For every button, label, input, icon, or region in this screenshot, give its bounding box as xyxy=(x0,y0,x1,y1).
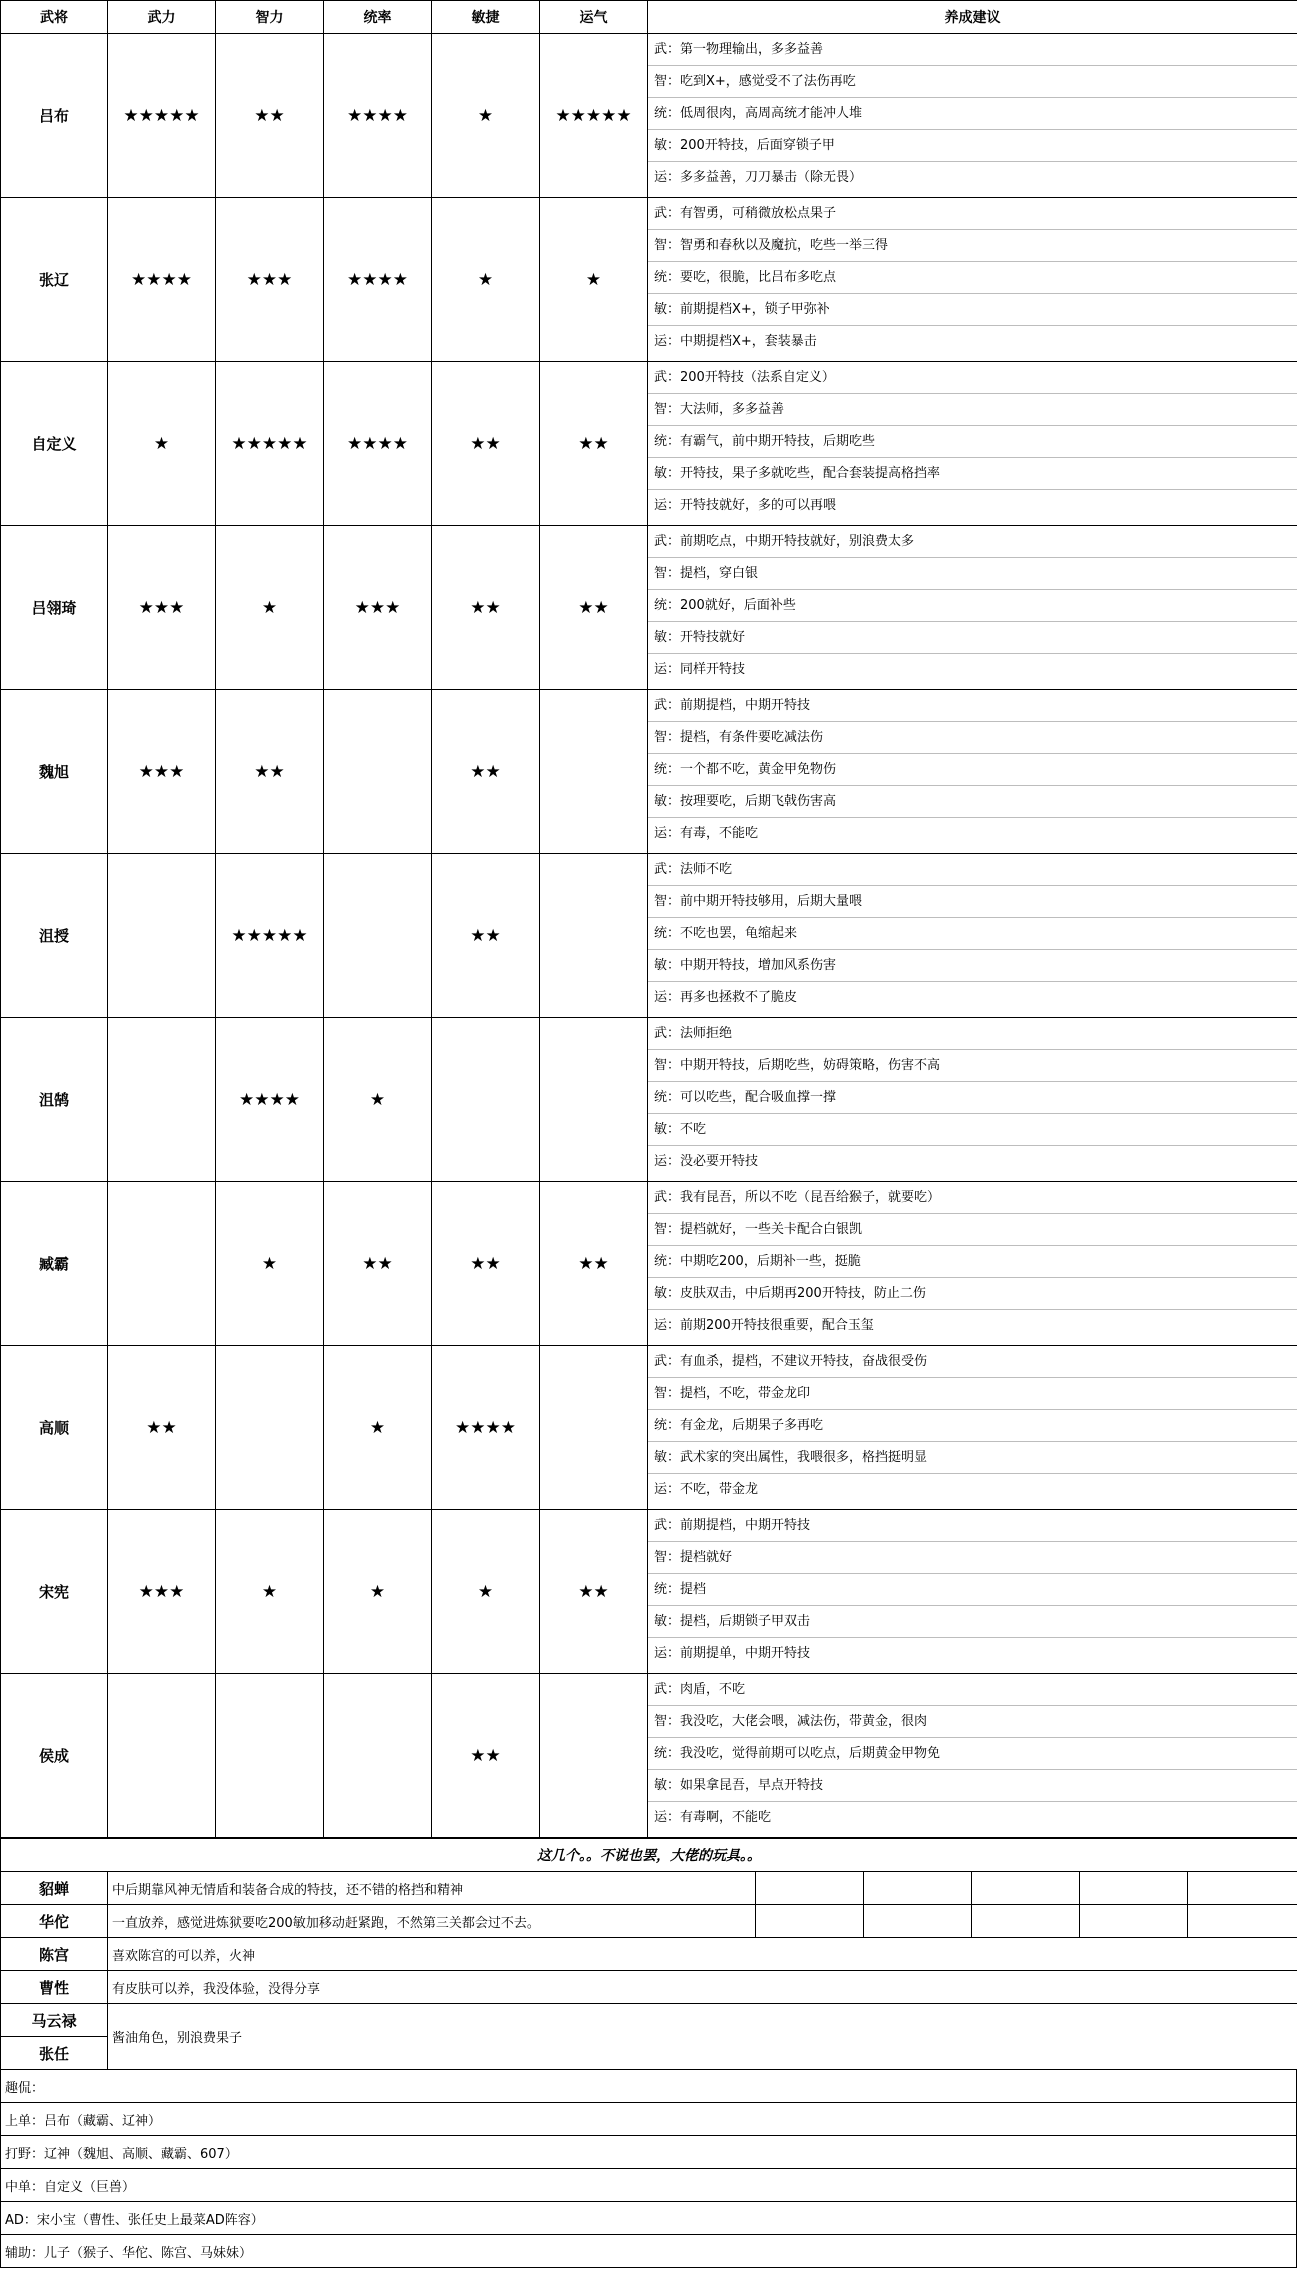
advice-line: 统：一个都不吃，黄金甲免物伤 xyxy=(648,754,1297,786)
star-rating: ★★★★ xyxy=(324,34,432,198)
extra-name: 华佗 xyxy=(1,1905,108,1938)
advice-line: 敏：前期提档X+，锁子甲弥补 xyxy=(648,294,1297,326)
extra-row xyxy=(1,1971,1297,2004)
header-cell: 统率 xyxy=(324,1,432,34)
advice-line: 敏：中期开特技，增加风系伤害 xyxy=(648,950,1297,982)
advice-line: 运：有毒啊，不能吃 xyxy=(654,1810,772,1825)
general-name: 魏旭 xyxy=(1,690,108,854)
advice-line: 智：吃到X+，感觉受不了法伤再吃 xyxy=(648,66,1297,98)
star-rating xyxy=(540,1018,648,1182)
star-rating: ★★★★★ xyxy=(108,34,216,198)
star-rating: ★ xyxy=(216,1510,324,1674)
general-row xyxy=(1,1510,1297,1674)
star-rating xyxy=(540,854,648,1018)
advice-line: 统：有霸气，前中期开特技，后期吃些 xyxy=(648,426,1297,458)
advice-cell xyxy=(648,1510,1297,1674)
general-row xyxy=(1,198,1297,362)
advice-line: 敏：不吃 xyxy=(648,1114,1297,1146)
star-rating xyxy=(216,1346,324,1510)
advice-line: 武：法师不吃 xyxy=(648,854,1297,886)
fun-row xyxy=(1,2103,1297,2136)
pair-name: 马云禄 xyxy=(1,2004,108,2037)
star-rating: ★★ xyxy=(540,526,648,690)
header-cell: 武将 xyxy=(1,1,108,34)
pair-name: 张任 xyxy=(1,2037,108,2070)
advice-line: 智：提档，有条件要吃减法伤 xyxy=(648,722,1297,754)
general-row xyxy=(1,1182,1297,1346)
advice-line: 敏：200开特技，后面穿锁子甲 xyxy=(648,130,1297,162)
star-rating: ★★★ xyxy=(216,198,324,362)
advice-line: 敏：开特技就好 xyxy=(648,622,1297,654)
star-rating xyxy=(216,1674,324,1838)
star-rating: ★★★★ xyxy=(108,198,216,362)
star-rating: ★ xyxy=(324,1510,432,1674)
star-rating: ★★★ xyxy=(108,526,216,690)
fun-section xyxy=(0,2070,1297,2268)
advice-line: 敏：如果拿昆吾，早点开特技 xyxy=(648,1770,1297,1802)
advice-line: 敏：开特技，果子多就吃些，配合套装提高格挡率 xyxy=(648,458,1297,490)
header-cell: 养成建议 xyxy=(648,1,1297,34)
general-row xyxy=(1,526,1297,690)
advice-cell xyxy=(648,690,1297,854)
general-name: 自定义 xyxy=(1,362,108,526)
advice-line: 运：不吃，带金龙 xyxy=(654,1482,759,1497)
extra-text: 有皮肤可以养，我没体验，没得分享 xyxy=(108,1971,1297,2004)
star-rating: ★★★★★ xyxy=(540,34,648,198)
extra-name: 貂蝉 xyxy=(1,1872,108,1905)
advice-line: 敏：按理要吃，后期飞戟伤害高 xyxy=(648,786,1297,818)
general-name: 高顺 xyxy=(1,1346,108,1510)
advice-cell xyxy=(648,362,1297,526)
star-rating xyxy=(108,1182,216,1346)
general-row xyxy=(1,1674,1297,1838)
advice-line: 智：提档就好，一些关卡配合白银凯 xyxy=(648,1214,1297,1246)
extra-row xyxy=(1,1905,1297,1938)
header-row xyxy=(1,1,1297,34)
star-rating xyxy=(432,1018,540,1182)
advice-line: 智：提档，穿白银 xyxy=(648,558,1297,590)
advice-cell xyxy=(648,1182,1297,1346)
advice-line: 统：我没吃，觉得前期可以吃点，后期黄金甲物免 xyxy=(648,1738,1297,1770)
header-cell: 武力 xyxy=(108,1,216,34)
advice-line: 武：200开特技（法系自定义） xyxy=(648,362,1297,394)
star-rating xyxy=(324,690,432,854)
star-rating: ★★ xyxy=(432,362,540,526)
banner-row xyxy=(1,1839,1297,1872)
extra-text: 一直放养，感觉进炼狱要吃200敏加移动赶紧跑，不然第三关都会过不去。 xyxy=(108,1905,756,1938)
advice-line: 武：第一物理输出，多多益善 xyxy=(648,34,1297,66)
fun-row xyxy=(1,2202,1297,2235)
star-rating: ★★ xyxy=(216,690,324,854)
advice-cell xyxy=(648,198,1297,362)
star-rating: ★★★★ xyxy=(324,362,432,526)
advice-line: 统：中期吃200，后期补一些，挺脆 xyxy=(648,1246,1297,1278)
fun-line: AD：宋小宝（曹性、张任史上最菜AD阵容） xyxy=(1,2202,1297,2235)
general-row xyxy=(1,362,1297,526)
advice-line: 运：前期200开特技很重要，配合玉玺 xyxy=(654,1318,874,1333)
star-rating xyxy=(324,1674,432,1838)
general-name: 沮授 xyxy=(1,854,108,1018)
star-rating: ★★★ xyxy=(324,526,432,690)
star-rating: ★★ xyxy=(216,34,324,198)
advice-line: 运：多多益善，刀刀暴击（除无畏） xyxy=(654,170,863,185)
general-name: 沮鹄 xyxy=(1,1018,108,1182)
general-name: 吕翎琦 xyxy=(1,526,108,690)
star-rating xyxy=(540,690,648,854)
advice-cell xyxy=(648,854,1297,1018)
advice-line: 统：不吃也罢，龟缩起来 xyxy=(648,918,1297,950)
fun-line: 趣侃： xyxy=(1,2070,1297,2103)
advice-line: 统：要吃，很脆，比吕布多吃点 xyxy=(648,262,1297,294)
star-rating: ★★★★ xyxy=(324,198,432,362)
advice-cell xyxy=(648,1674,1297,1838)
star-rating: ★ xyxy=(432,34,540,198)
banner-text: 这几个。。不说也罢，大佬的玩具。。 xyxy=(1,1839,1297,1872)
star-rating: ★ xyxy=(324,1346,432,1510)
general-name: 宋宪 xyxy=(1,1510,108,1674)
advice-line: 统：可以吃些，配合吸血撑一撑 xyxy=(648,1082,1297,1114)
advice-line: 武：有智勇，可稍微放松点果子 xyxy=(648,198,1297,230)
pair-row xyxy=(1,2004,1297,2037)
star-rating xyxy=(108,1018,216,1182)
star-rating: ★ xyxy=(432,198,540,362)
advice-line: 武：法师拒绝 xyxy=(648,1018,1297,1050)
star-rating: ★★ xyxy=(540,1182,648,1346)
advice-line: 武：有血杀，提档，不建议开特技，奋战很受伤 xyxy=(648,1346,1297,1378)
advice-line: 敏：武术家的突出属性，我喂很多，格挡挺明显 xyxy=(648,1442,1297,1474)
general-row xyxy=(1,34,1297,198)
advice-line: 武：前期吃点，中期开特技就好，别浪费太多 xyxy=(648,526,1297,558)
advice-cell xyxy=(648,34,1297,198)
advice-line: 统：200就好，后面补些 xyxy=(648,590,1297,622)
star-rating: ★★ xyxy=(432,854,540,1018)
header-cell: 运气 xyxy=(540,1,648,34)
general-name: 臧霸 xyxy=(1,1182,108,1346)
advice-line: 武：我有昆吾，所以不吃（昆吾给猴子，就要吃） xyxy=(648,1182,1297,1214)
star-rating: ★★★★ xyxy=(216,1018,324,1182)
advice-line: 运：同样开特技 xyxy=(654,662,746,677)
star-rating xyxy=(108,1674,216,1838)
advice-line: 运：中期提档X+，套装暴击 xyxy=(654,334,817,349)
advice-line: 敏：皮肤双击，中后期再200开特技，防止二伤 xyxy=(648,1278,1297,1310)
star-rating: ★ xyxy=(324,1018,432,1182)
header-cell: 敏捷 xyxy=(432,1,540,34)
star-rating: ★★★★★ xyxy=(216,854,324,1018)
general-row xyxy=(1,854,1297,1018)
advice-line: 运：再多也拯救不了脆皮 xyxy=(654,990,798,1005)
advice-line: 运：有毒，不能吃 xyxy=(654,826,759,841)
star-rating xyxy=(540,1346,648,1510)
fun-row xyxy=(1,2070,1297,2103)
advice-line: 智：前中期开特技够用，后期大量喂 xyxy=(648,886,1297,918)
star-rating: ★★ xyxy=(108,1346,216,1510)
star-rating: ★ xyxy=(432,1510,540,1674)
star-rating: ★★ xyxy=(540,1510,648,1674)
advice-line: 武：前期提档，中期开特技 xyxy=(648,690,1297,722)
star-rating: ★ xyxy=(216,1182,324,1346)
star-rating: ★★★★★ xyxy=(216,362,324,526)
advice-line: 智：中期开特技，后期吃些，妨碍策略，伤害不高 xyxy=(648,1050,1297,1082)
advice-line: 运：前期提单，中期开特技 xyxy=(654,1646,811,1661)
star-rating: ★★★ xyxy=(108,690,216,854)
advice-line: 运：没必要开特技 xyxy=(654,1154,759,1169)
extras-table xyxy=(0,1838,1297,2070)
pair-text: 酱油角色，别浪费果子 xyxy=(108,2004,1297,2070)
advice-line: 敏：提档，后期锁子甲双击 xyxy=(648,1606,1297,1638)
advice-line: 统：提档 xyxy=(648,1574,1297,1606)
fun-line: 中单：自定义（巨兽） xyxy=(1,2169,1297,2202)
star-rating xyxy=(108,854,216,1018)
advice-cell xyxy=(648,526,1297,690)
advice-line: 智：提档就好 xyxy=(648,1542,1297,1574)
fun-row xyxy=(1,2235,1297,2268)
general-row xyxy=(1,690,1297,854)
general-name: 吕布 xyxy=(1,34,108,198)
fun-row xyxy=(1,2169,1297,2202)
advice-cell xyxy=(648,1018,1297,1182)
general-row xyxy=(1,1346,1297,1510)
star-rating: ★ xyxy=(216,526,324,690)
star-rating: ★★ xyxy=(324,1182,432,1346)
fun-line: 辅助：儿子（猴子、华佗、陈宫、马妹妹） xyxy=(1,2235,1297,2268)
extra-name: 陈宫 xyxy=(1,1938,108,1971)
advice-line: 运：开特技就好，多的可以再喂 xyxy=(654,498,837,513)
general-name: 张辽 xyxy=(1,198,108,362)
advice-line: 智：我没吃，大佬会喂，减法伤，带黄金，很肉 xyxy=(648,1706,1297,1738)
star-rating: ★★ xyxy=(432,1674,540,1838)
advice-line: 智：大法师，多多益善 xyxy=(648,394,1297,426)
advice-line: 武：肉盾，不吃 xyxy=(648,1674,1297,1706)
extra-text: 中后期靠风神无情盾和装备合成的特技，还不错的格挡和精神 xyxy=(108,1872,756,1905)
extra-name: 曹性 xyxy=(1,1971,108,2004)
extra-row xyxy=(1,1938,1297,1971)
star-rating: ★ xyxy=(540,198,648,362)
advice-line: 统：有金龙，后期果子多再吃 xyxy=(648,1410,1297,1442)
fun-row xyxy=(1,2136,1297,2169)
star-rating: ★★ xyxy=(540,362,648,526)
star-rating: ★★ xyxy=(432,1182,540,1346)
star-rating: ★★★★ xyxy=(432,1346,540,1510)
fun-line: 打野：辽神（魏旭、高顺、藏霸、607） xyxy=(1,2136,1297,2169)
advice-line: 统：低周很肉，高周高统才能冲人堆 xyxy=(648,98,1297,130)
star-rating: ★★ xyxy=(432,690,540,854)
advice-cell xyxy=(648,1346,1297,1510)
star-rating: ★★ xyxy=(432,526,540,690)
header-cell: 智力 xyxy=(216,1,324,34)
extra-row xyxy=(1,1872,1297,1905)
extra-text: 喜欢陈宫的可以养，火神 xyxy=(108,1938,1297,1971)
general-row xyxy=(1,1018,1297,1182)
advice-line: 智：提档，不吃，带金龙印 xyxy=(648,1378,1297,1410)
star-rating: ★ xyxy=(108,362,216,526)
advice-line: 智：智勇和春秋以及魔抗，吃些一举三得 xyxy=(648,230,1297,262)
star-rating: ★★★ xyxy=(108,1510,216,1674)
star-rating xyxy=(324,854,432,1018)
fun-line: 上单：吕布（藏霸、辽神） xyxy=(1,2103,1297,2136)
star-rating xyxy=(540,1674,648,1838)
advice-line: 武：前期提档，中期开特技 xyxy=(648,1510,1297,1542)
general-name: 侯成 xyxy=(1,1674,108,1838)
